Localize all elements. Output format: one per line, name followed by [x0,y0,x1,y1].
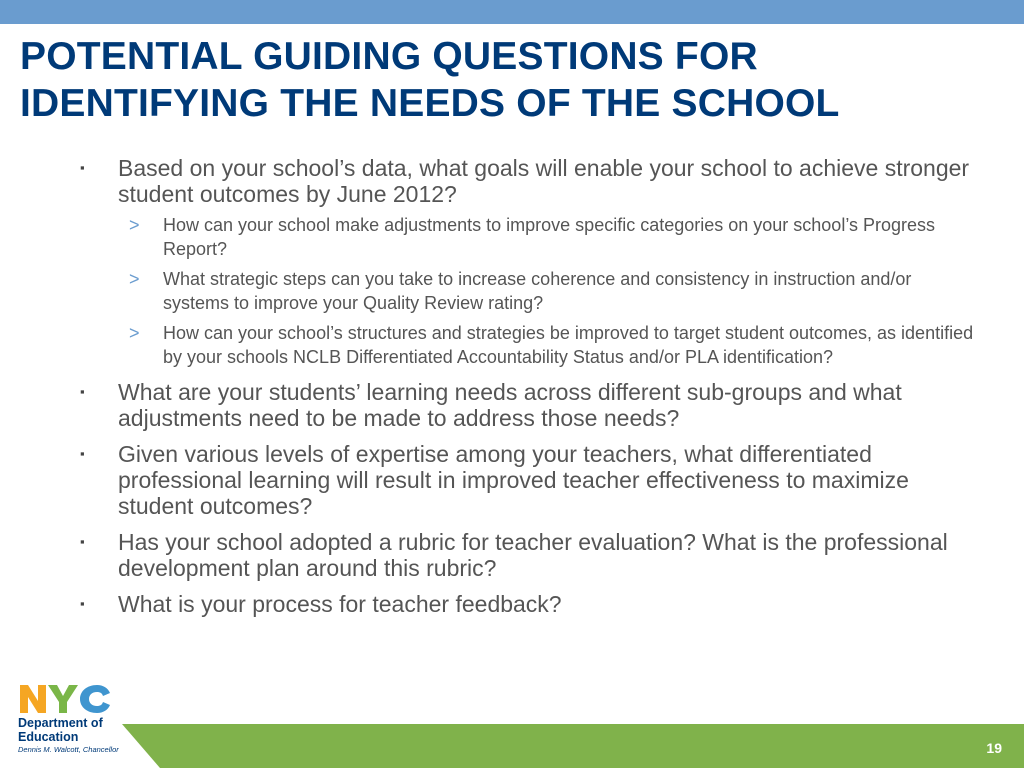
nyc-doe-logo [18,683,128,763]
square-bullet-icon: ▪ [80,446,85,461]
sub-bullet-text: How can your school’s structures and strategies be improved to target student outcomes, as identified by your schools NCLB Differentiated Accountability Status and/or PLA identification? [163,323,974,367]
bullet-text: Given various levels of expertise among your teachers, what differentiated professional learning will result in improved teacher effectiveness to maximize student outcomes? [118,441,909,519]
bullet-text: What are your students’ learning needs across different sub-groups and what adjustments need to be made to address those needs? [118,379,902,431]
square-bullet-icon: ▪ [80,534,85,549]
bullet-text: Based on your school’s data, what goals will enable your school to achieve stronger student outcomes by June 2012? [118,155,970,207]
page-number: 19 [986,740,1002,756]
sub-bullet-text: How can your school make adjustments to improve specific categories on your school’s Progress Report? [163,215,936,259]
square-bullet-icon: ▪ [80,160,85,175]
chevron-right-icon: > [129,215,140,235]
bullet-item [78,379,978,431]
sub-bullet-list [118,213,978,369]
slide-title [20,33,1000,127]
square-bullet-icon: ▪ [80,384,85,399]
chevron-right-icon: > [129,323,140,343]
bullet-text: What is your process for teacher feedback? [118,591,562,617]
sub-bullet-text: What strategic steps can you take to increase coherence and consistency in instruction and/or systems to improve your Quality Review rating? [163,269,912,313]
department-line-2: Education [18,730,79,744]
chancellor-name: Dennis M. Walcott, Chancellor [18,745,119,754]
bullet-item [78,441,978,519]
department-line-1: Department of [18,716,103,730]
sub-bullet-item [118,267,978,315]
department-name [18,716,103,744]
nyc-logo-icon [18,683,118,715]
title-line-1: POTENTIAL GUIDING QUESTIONS FOR [20,35,758,78]
bullet-text: Has your school adopted a rubric for teacher evaluation? What is the professional development plan around this rubric? [118,529,948,581]
square-bullet-icon: ▪ [80,596,85,611]
bullet-list [78,155,978,627]
bullet-item [78,529,978,581]
title-line-2: IDENTIFYING THE NEEDS OF THE SCHOOL [20,82,840,125]
bullet-item [78,155,978,369]
top-accent-bar [0,0,1024,24]
bullet-item [78,591,978,617]
sub-bullet-item [118,213,978,261]
sub-bullet-item [118,321,978,369]
chevron-right-icon: > [129,269,140,289]
